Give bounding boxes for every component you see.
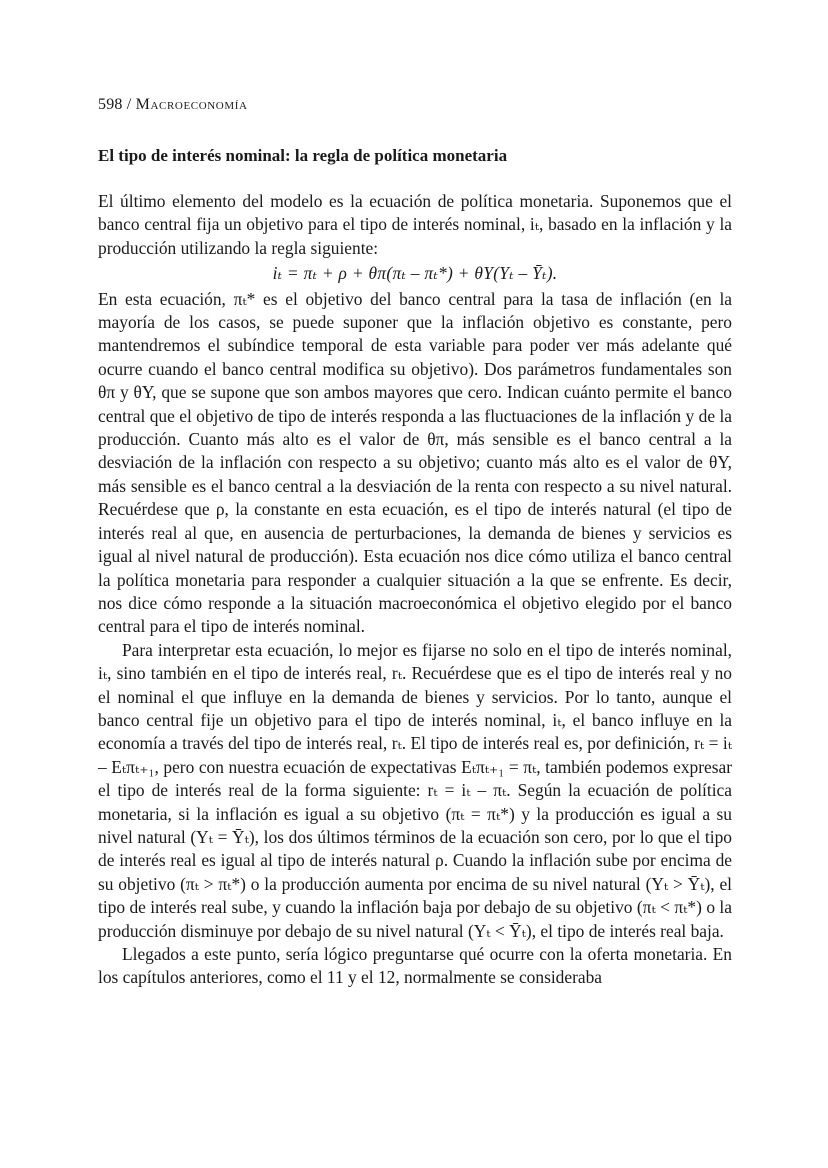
paragraph-interpretation: Para interpretar esta ecuación, lo mejor es fijarse no solo en el tipo de interés nominal, iₜ, sino también en el tipo de interés real, rₜ. Recuérdese que es el tipo de interés real y no el nominal el que influye en la demanda de bienes y servicios. Por lo tanto, aunque el banco central fije un objetivo para el tipo de interés nominal, iₜ, el banco influye en la economía a través del tipo de interés real, rₜ. El tipo de interés real es, por definición, rₜ = iₜ – Eₜπₜ₊₁, pero con nuestra ecuación de expectativas Eₜπₜ₊₁ = πₜ, también podemos expresar el tipo de interés real de la forma siguiente: rₜ = iₜ – πₜ. Según la ecuación de política monetaria, si la inflación es igual a su objetivo (πₜ = πₜ*) y la producción es igual a su nivel natural (Yₜ = Ȳₜ), los dos últimos términos de la ecuación son cero, por lo que el tipo de interés real es igual al tipo de interés natural ρ. Cuando la inflación sube por encima de su objetivo (πₜ > πₜ*) o la producción aumenta por encima de su nivel natural (Yₜ > Ȳₜ), el tipo de interés real sube, y cuando la inflación baja por debajo de su objetivo (πₜ < πₜ*) o la producción disminuye por debajo de su nivel natural (Yₜ < Ȳₜ), el tipo de interés real baja. bbox=[98, 639, 732, 941]
running-head bbox=[98, 96, 248, 114]
paragraph-money-supply: Llegados a este punto, sería lógico preguntarse qué ocurre con la oferta monetaria. En los capítulos anteriores, como el 11 y el 12, normalmente se consideraba bbox=[98, 944, 732, 988]
monetary-policy-equation: iₜ = πₜ + ρ + θπ(πₜ – πₜ*) + θY(Yₜ – Ȳₜ). bbox=[272, 263, 558, 284]
paragraph-explanation: En esta ecuación, πₜ* es el objetivo del banco central para la tasa de inflación (en la mayoría de los casos, se puede suponer que la inflación objetivo es constante, pero mantendremos el subíndice temporal de esta variable para poder ver más adelante qué ocurre cuando el banco central modifica su objetivo). Dos parámetros fundamentales son θπ y θY, que se supone que son ambos mayores que cero. Indican cuánto permite el banco central que el objetivo de tipo de interés responda a las fluctuaciones de la inflación y de la producción. Cuanto más alto es el valor de θπ, más sensible es el banco central a la desviación de la inflación con respecto a su objetivo; cuanto más alto es el valor de θY, más sensible es el banco central a la desviación de la renta con respecto a su nivel natural. Recuérdese que ρ, la constante en esta ecuación, es el tipo de interés natural (el tipo de interés real al que, en ausencia de perturbaciones, la demanda de bienes y servicios es igual al nivel natural de producción). Esta ecuación nos dice cómo utiliza el banco central la política monetaria para responder a cualquier situación a la que se enfrente. Es decir, nos dice cómo responde a la situación macroeconómica el objetivo elegido por el banco central para el tipo de interés nominal. bbox=[98, 288, 732, 637]
header-separator: / bbox=[122, 96, 136, 113]
book-title: Macroeconomía bbox=[135, 96, 248, 113]
body-text bbox=[98, 190, 732, 990]
section-title: El tipo de interés nominal: la regla de política monetaria bbox=[98, 146, 508, 165]
paragraph-intro: El último elemento del modelo es la ecuación de política monetaria. Suponemos que el banco central fija un objetivo para el tipo de interés nominal, iₜ, basado en la inflación y la producción utilizando la regla siguiente: bbox=[98, 191, 732, 258]
page-number: 598 bbox=[98, 96, 123, 113]
